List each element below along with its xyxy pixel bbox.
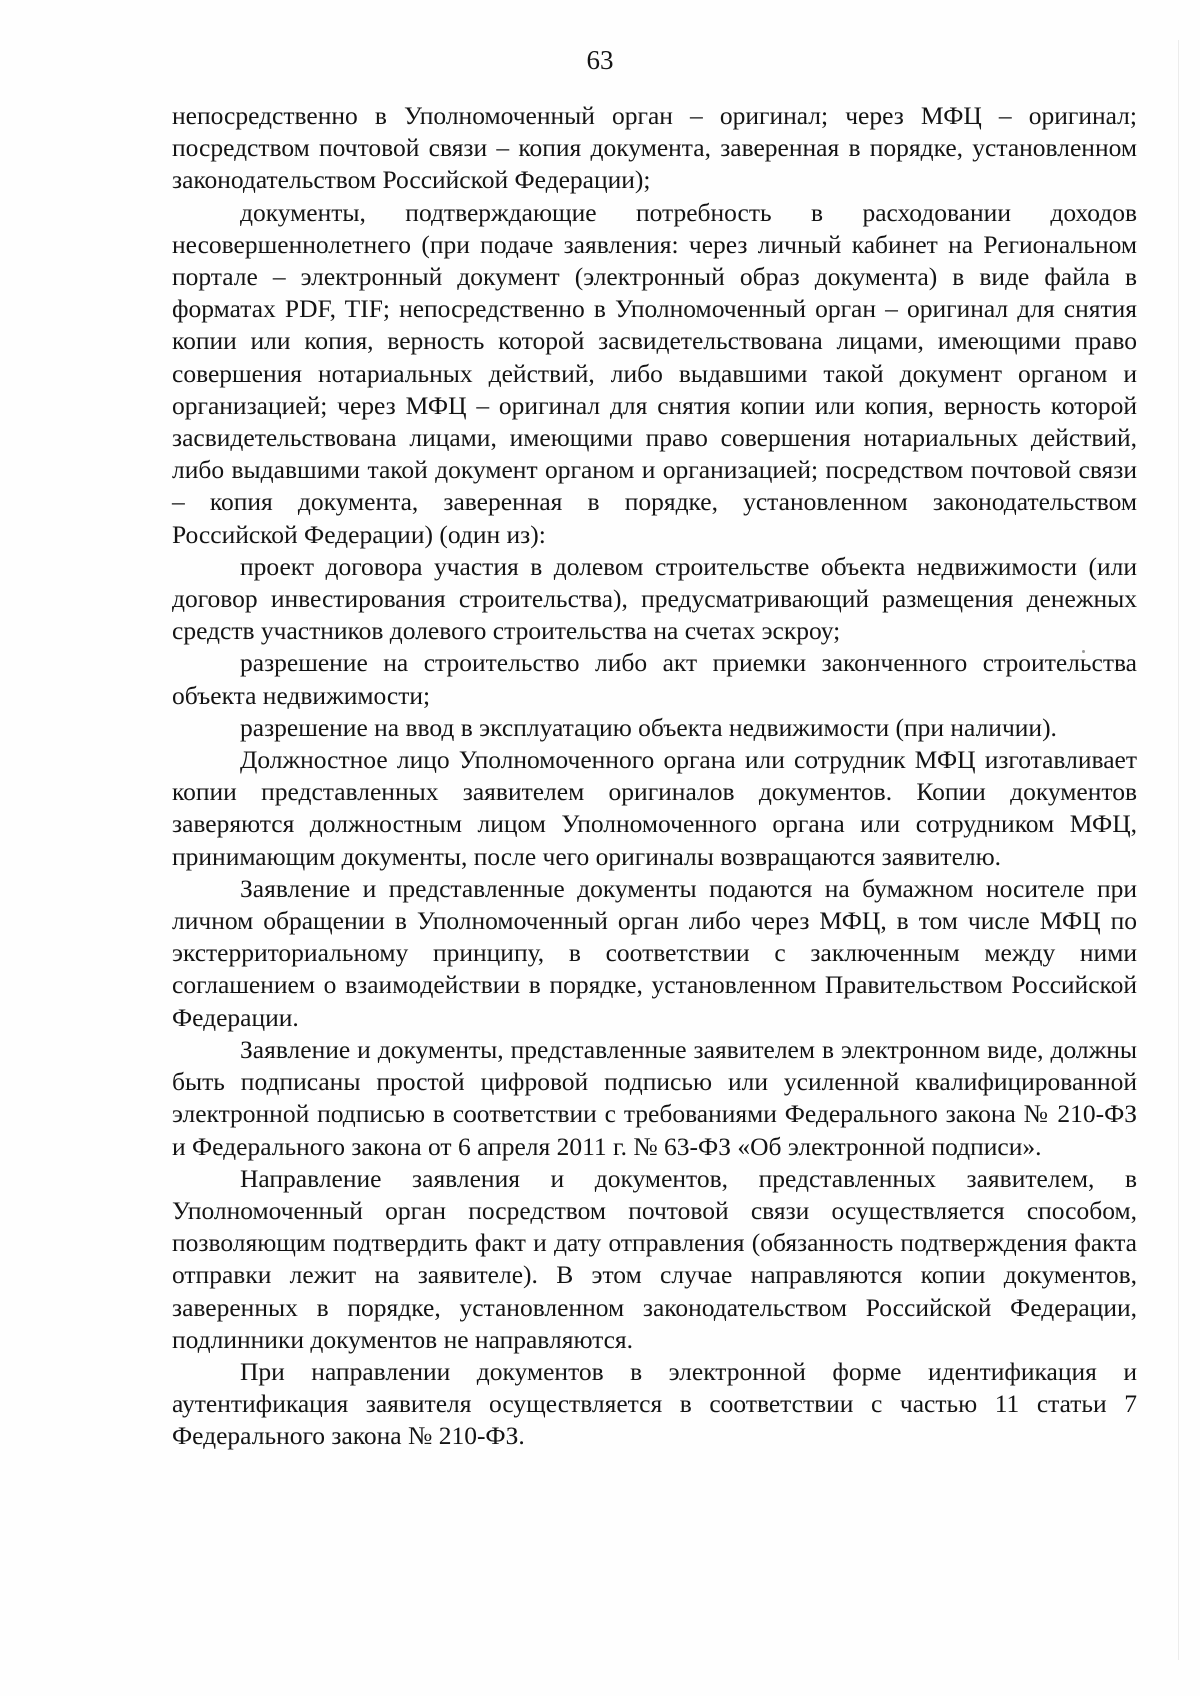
paragraph-commissioning-permit: разрешение на ввод в эксплуатацию объекта недвижимости (при наличии). [240, 712, 1057, 742]
paragraph-electronic-signature: Заявление и документы, представленные заявителем в электронном виде, должны быть подписаны простой цифровой подписью или усиленной квалифицированной электронной подписью в соответствии с требованиями Федерального закона № 210-ФЗ и Федерального закона от 6 апреля 2011 г. № 63-ФЗ «Об электронной подписи». [172, 1034, 1137, 1161]
paragraph-continuation: непосредственно в Уполномоченный орган – оригинал; через МФЦ – оригинал; посредством почтовой связи – копия документа, заверенная в порядке, установленном законодательством Российской Федерации); [172, 101, 1137, 195]
paragraph-paper-submission: Заявление и представленные документы подаются на бумажном носителе при личном обращении в Уполномоченный орган либо через МФЦ, в том числе МФЦ по экстерриториальному принципу, в соответствии с заключенным между ними соглашением о взаимодействии в порядке, установленном Правительством Российской Федерации. [172, 873, 1137, 1032]
paragraph-building-permit: разрешение на строительство либо акт приемки законченного строительства объекта недвижимости; [172, 648, 1137, 710]
paragraph-official-copies: Должностное лицо Уполномоченного органа или сотрудник МФЦ изготавливает копии представленных заявителем оригиналов документов. Копии документов заверяются должностным лицом Уполномоченного органа или сотрудником МФЦ, принимающим документы, после чего оригиналы возвращаются заявителю. [172, 745, 1137, 871]
paragraph-documents-need: документы, подтверждающие потребность в расходовании доходов несовершеннолетнего (при подаче заявления: через личный кабинет на Региональном портале – электронный документ (электронный образ документа) в виде файла в форматах PDF, TIF; непосредственно в Уполномоченный орган – оригинал для снятия копии или копия, верность которой засвидетельствована лицами, имеющими право совершения нотариальных действий, либо выдавшими такой документ органом и организацией; через МФЦ – оригинал для снятия копии или копия, верность которой засвидетельствована лицами, имеющими право совершения нотариальных действий, либо выдавшими такой документ органом и организацией; посредством почтовой связи – копия документа, заверенная в порядке, установленном законодательством Российской Федерации) (один из): [172, 197, 1137, 549]
page-number: 63 [586, 45, 614, 75]
paragraph-identification: При направлении документов в электронной форме идентификация и аутентификация заявителя осуществляется в соответствии с частью 11 статьи 7 Федерального закона № 210-ФЗ. [172, 1356, 1137, 1451]
scan-edge-line [1178, 40, 1179, 1660]
paragraph-draft-contract: проект договора участия в долевом строительстве объекта недвижимости (или договор инвестирования строительства), предусматривающий размещения денежных средств участников долевого строительства на счетах эскроу; [172, 551, 1137, 646]
paragraph-postal-submission: Направление заявления и документов, представленных заявителем, в Уполномоченный орган посредством почтовой связи осуществляется способом, позволяющим подтвердить факт и дату отправления (обязанность подтверждения факта отправки лежит на заявителе). В этом случае направляются копии документов, заверенных в порядке, установленном законодательством Российской Федерации, подлинники документов не направляются. [172, 1163, 1137, 1354]
document-body [172, 100, 1137, 1453]
